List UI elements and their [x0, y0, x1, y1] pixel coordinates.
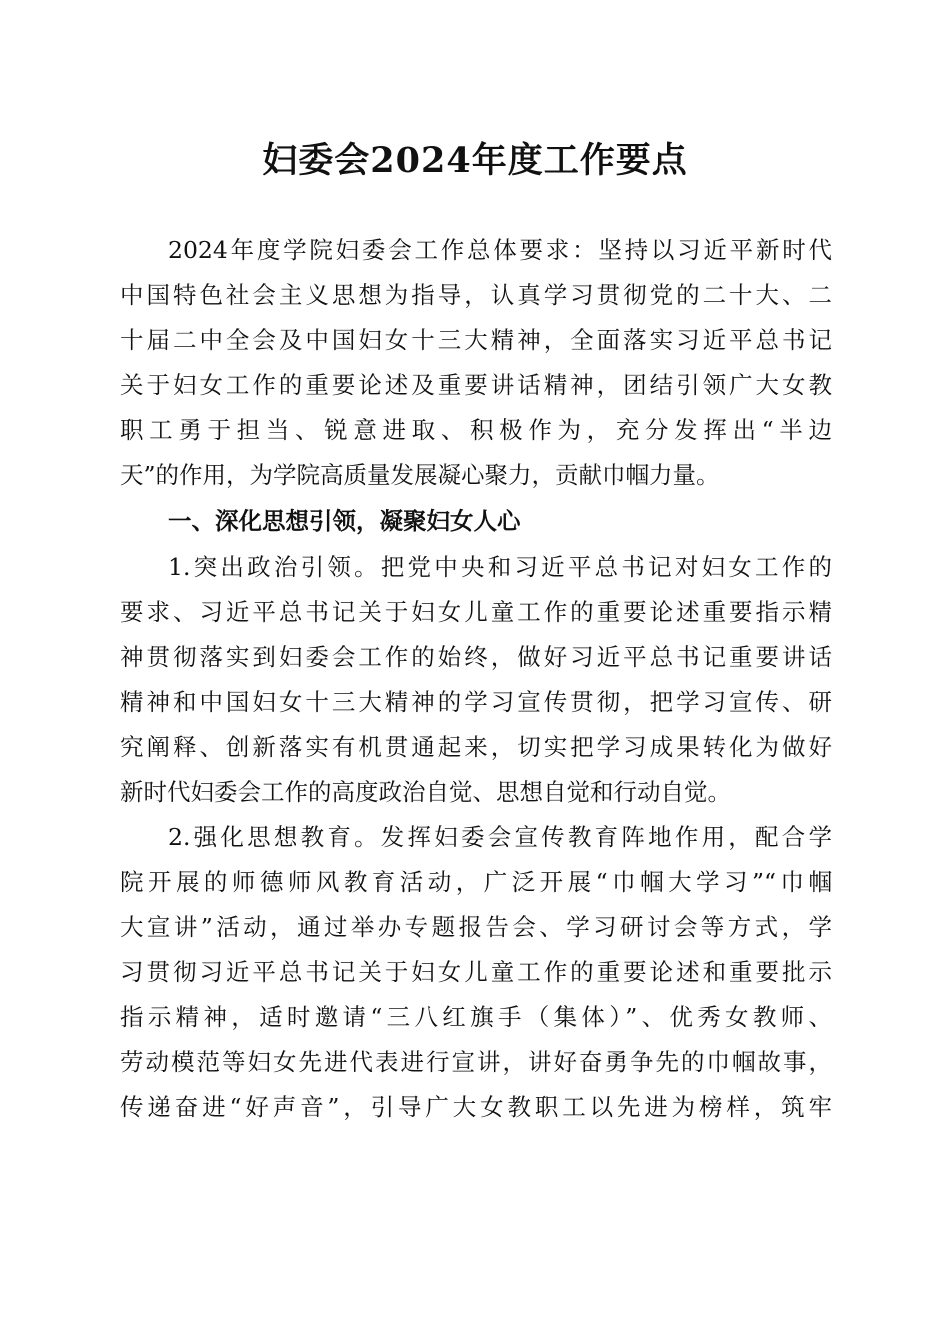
paragraph-line: 指示精神，适时邀请“三八红旗手（集体）”、优秀女教师、	[120, 1003, 832, 1031]
section-heading: 一、深化思想引领，凝聚妇女人心	[168, 507, 521, 535]
paragraph-line: 精神和中国妇女十三大精神的学习宣传贯彻，把学习宣传、研	[120, 688, 832, 716]
section-heading-block	[120, 499, 832, 544]
paragraph-line: 院开展的师德师风教育活动，广泛开展“巾帼大学习”“巾帼	[120, 868, 832, 896]
paragraph-line: 2024年度学院妇委会工作总体要求：坚持以习近平新时代	[168, 236, 832, 264]
paragraph-line: 神贯彻落实到妇委会工作的始终，做好习近平总书记重要讲话	[120, 643, 832, 671]
paragraph-line: 要求、习近平总书记关于妇女儿童工作的重要论述重要指示精	[120, 598, 832, 626]
intro-paragraph	[120, 228, 832, 498]
paragraph-line: 关于妇女工作的重要论述及重要讲话精神，团结引领广大女教	[120, 371, 832, 399]
paragraph-line: 劳动模范等妇女先进代表进行宣讲，讲好奋勇争先的巾帼故事，	[120, 1048, 832, 1076]
paragraph-line: 职工勇于担当、锐意进取、积极作为，充分发挥出“半边	[120, 416, 832, 444]
item-2-paragraph	[120, 815, 832, 1130]
paragraph-line: 天”的作用，为学院高质量发展凝心聚力，贡献巾帼力量。	[120, 461, 720, 489]
paragraph-line: 十届二中全会及中国妇女十三大精神，全面落实习近平总书记	[120, 326, 832, 354]
paragraph-line: 习贯彻习近平总书记关于妇女儿童工作的重要论述和重要批示	[120, 958, 832, 986]
paragraph-line: 传递奋进“好声音”，引导广大女教职工以先进为榜样，筑牢	[120, 1093, 832, 1121]
item-1-paragraph	[120, 545, 832, 815]
paragraph-line: 2.强化思想教育。发挥妇委会宣传教育阵地作用，配合学	[168, 823, 832, 851]
paragraph-line: 大宣讲”活动，通过举办专题报告会、学习研讨会等方式，学	[120, 913, 832, 941]
paragraph-line: 新时代妇委会工作的高度政治自觉、思想自觉和行动自觉。	[120, 778, 731, 806]
paragraph-line: 1.突出政治引领。把党中央和习近平总书记对妇女工作的	[168, 553, 832, 581]
paragraph-line: 中国特色社会主义思想为指导，认真学习贯彻党的二十大、二	[120, 281, 832, 309]
document-title: 妇委会2024年度工作要点	[262, 140, 688, 181]
paragraph-line: 究阐释、创新落实有机贯通起来，切实把学习成果转化为做好	[120, 733, 832, 761]
